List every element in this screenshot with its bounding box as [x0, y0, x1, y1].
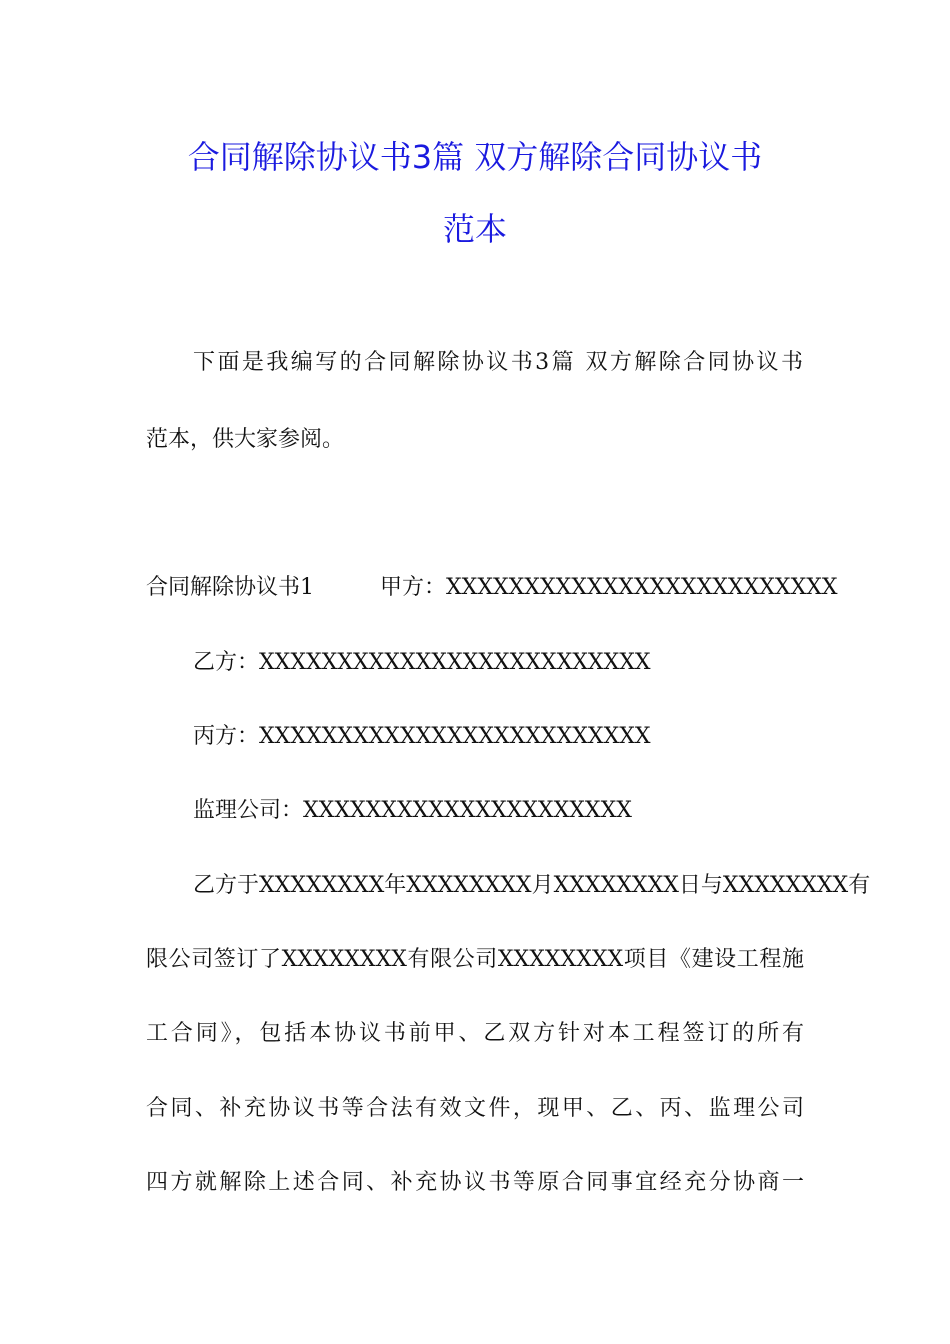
intro-line-2: 范本，供大家参阅。 — [146, 427, 345, 452]
body-line-1: 乙方于XXXXXXXX年XXXXXXXX月XXXXXXXX日与XXXXXXXX有 — [193, 873, 871, 898]
intro-line-1: 下面是我编写的合同解除协议书3篇 双方解除合同协议书 — [193, 350, 803, 375]
body-line-4: 合同、补充协议书等合法有效文件，现甲、乙、丙、监理公司 — [146, 1096, 804, 1121]
document-title-line-1: 合同解除协议书3篇 双方解除合同协议书 — [187, 138, 763, 176]
party-b-line: 乙方：XXXXXXXXXXXXXXXXXXXXXXXXX — [193, 650, 651, 675]
body-line-5: 四方就解除上述合同、补充协议书等原合同事宜经充分协商一 — [146, 1170, 804, 1195]
supervisor-line: 监理公司：XXXXXXXXXXXXXXXXXXXXX — [193, 798, 632, 823]
document-title-line-2: 范本 — [442, 210, 507, 248]
body-line-2: 限公司签订了XXXXXXXX有限公司XXXXXXXX项目《建设工程施 — [146, 947, 804, 972]
section-heading: 合同解除协议书1 — [146, 575, 314, 600]
party-c-line: 丙方：XXXXXXXXXXXXXXXXXXXXXXXXX — [193, 724, 651, 749]
party-a-line: 甲方：XXXXXXXXXXXXXXXXXXXXXXXXX — [380, 575, 838, 600]
body-line-3: 工合同》，包括本协议书前甲、乙双方针对本工程签订的所有 — [146, 1021, 804, 1046]
